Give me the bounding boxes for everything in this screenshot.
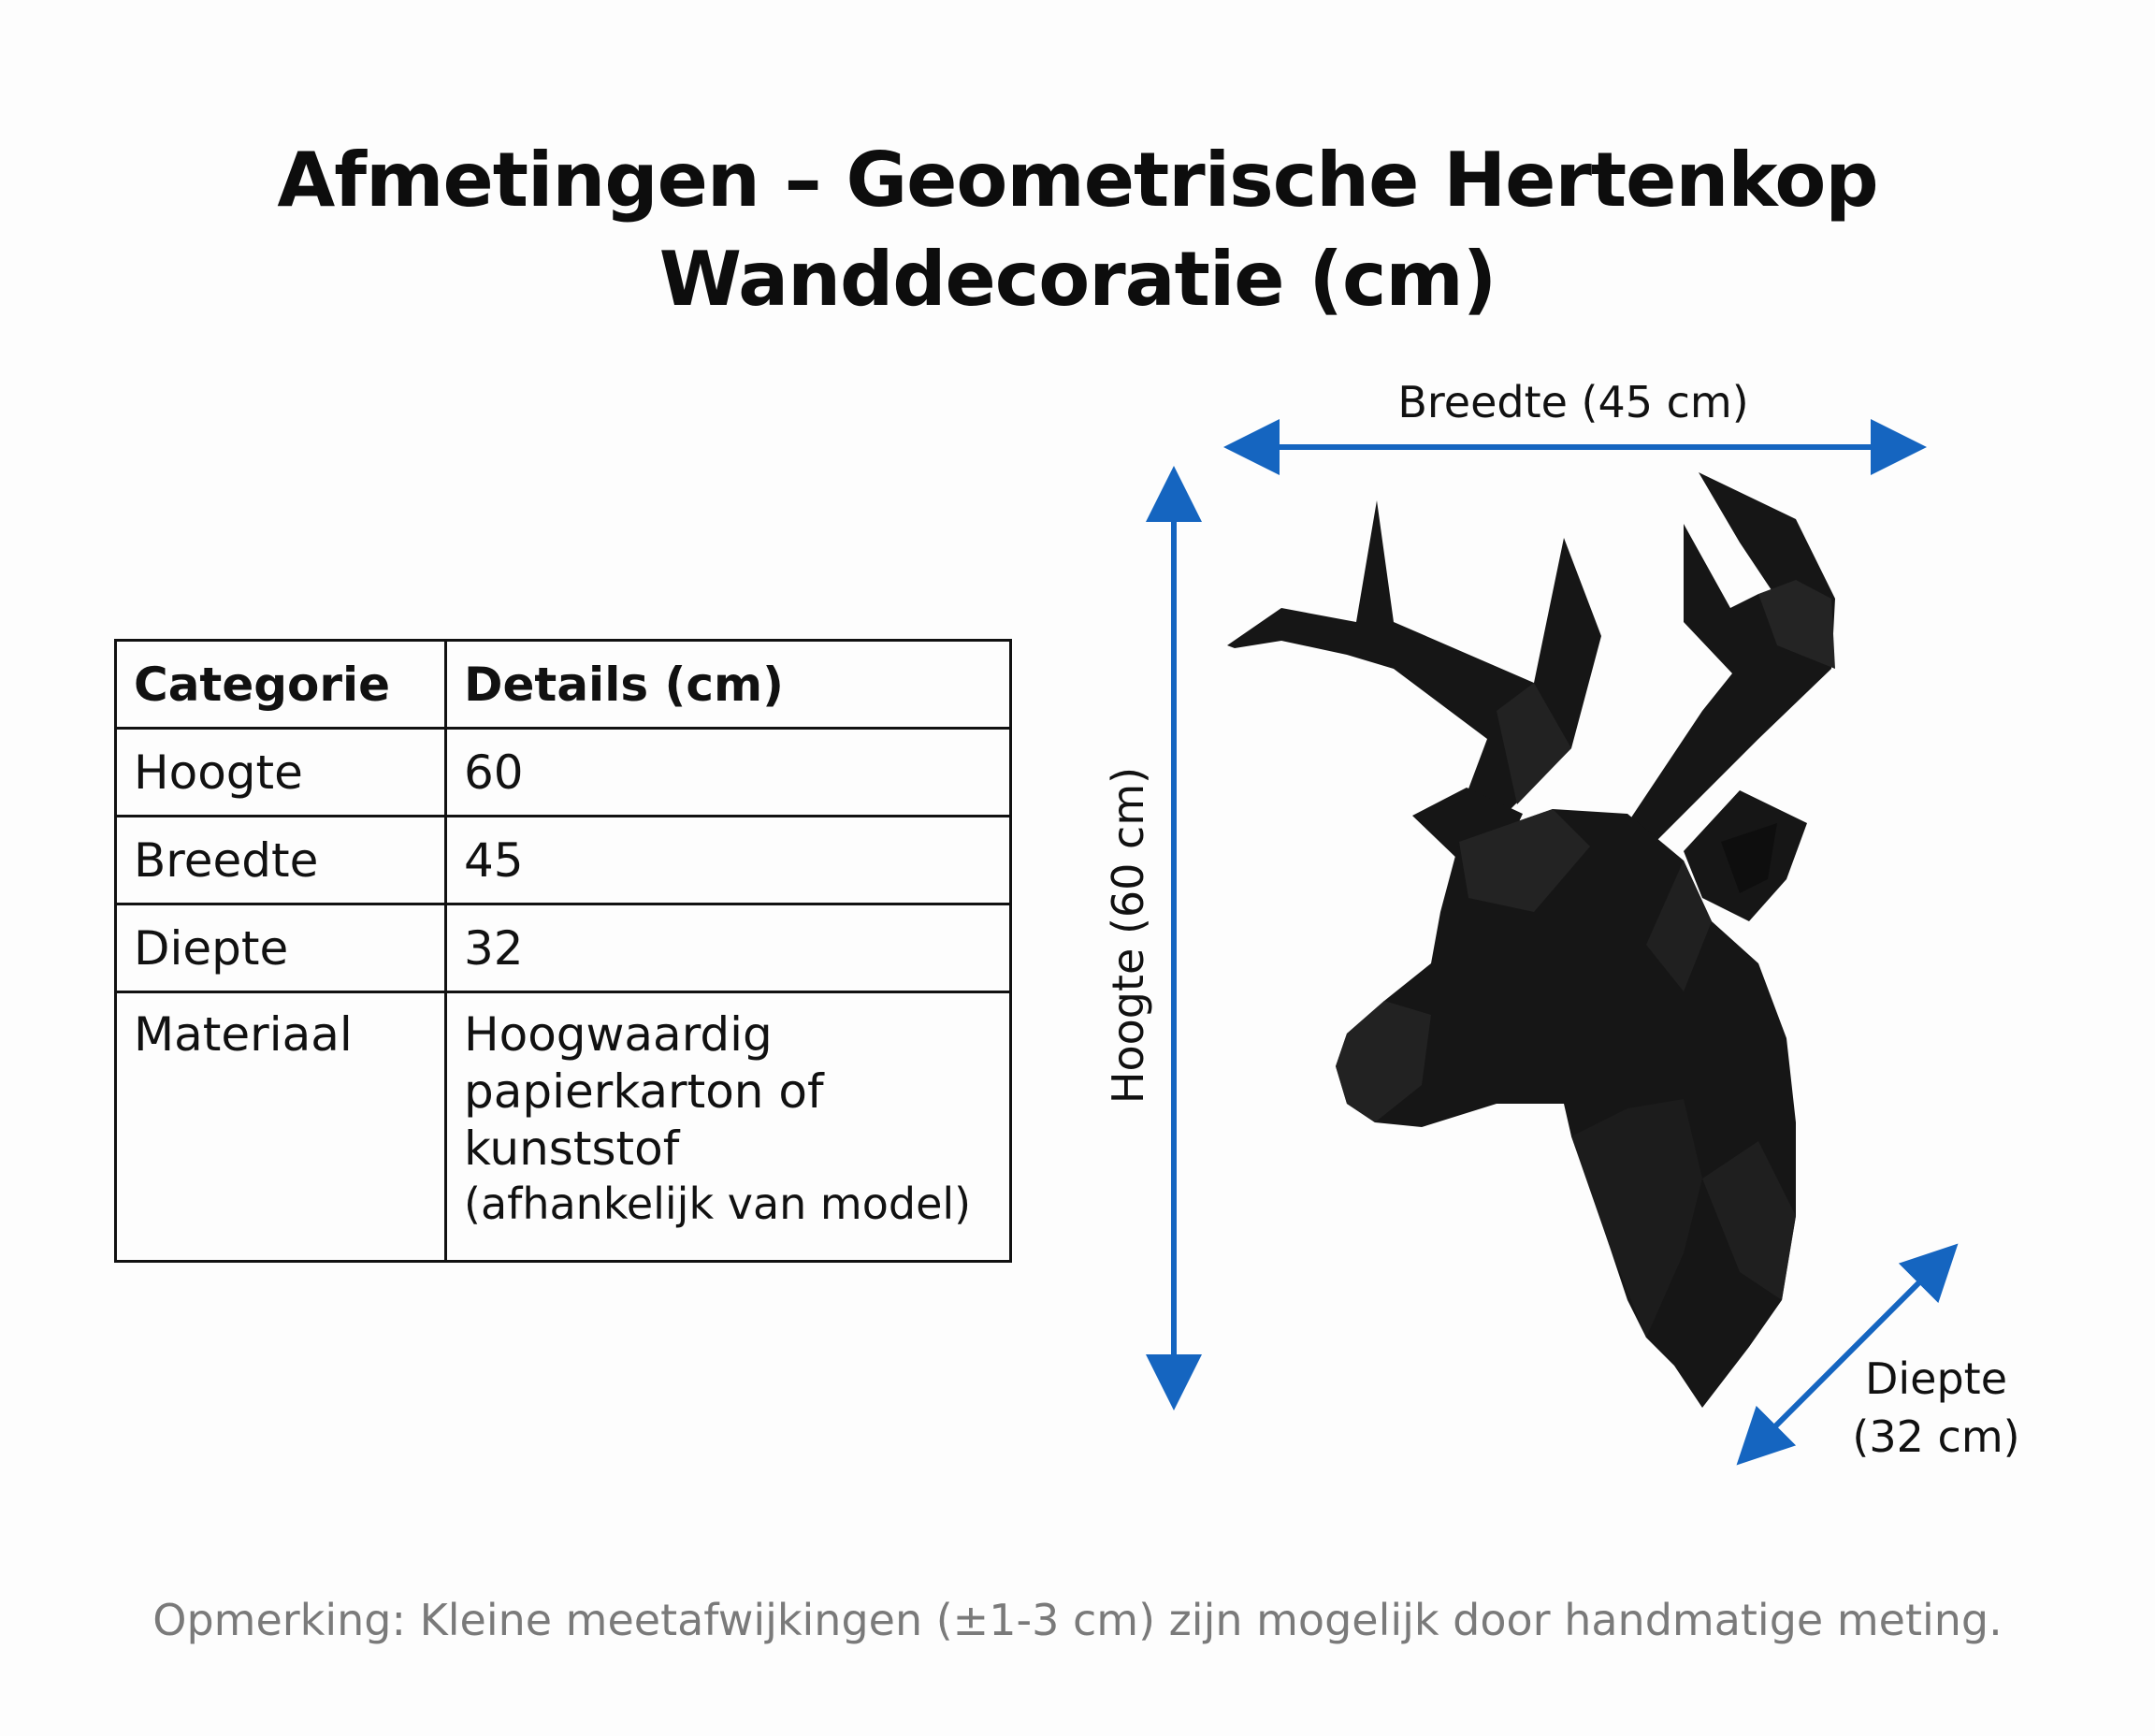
material-note: (afhankelijk van model) bbox=[464, 1179, 972, 1229]
header-details: Details (cm) bbox=[446, 641, 1011, 729]
row-depth-label: Diepte bbox=[116, 904, 446, 992]
row-width-label: Breedte bbox=[116, 817, 446, 904]
depth-label-line-2: (32 cm) bbox=[1852, 1411, 2020, 1462]
deer-head-icon bbox=[1227, 472, 1835, 1408]
row-height-label: Hoogte bbox=[116, 729, 446, 817]
material-line-2: papierkarton of bbox=[464, 1064, 824, 1119]
row-depth-value: 32 bbox=[446, 904, 1011, 992]
measurement-note: Opmerking: Kleine meetafwijkingen (±1-3 cm) zijn mogelijk door handmatige meting. bbox=[152, 1595, 2003, 1645]
title-line-1: Afmetingen – Geometrische Hertenkop bbox=[277, 137, 1878, 224]
row-material-label: Materiaal bbox=[116, 992, 446, 1262]
row-width-value: 45 bbox=[446, 817, 1011, 904]
header-category: Categorie bbox=[116, 641, 446, 729]
height-label: Hoogte (60 cm) bbox=[1103, 766, 1153, 1105]
material-line-1: Hoogwaardig bbox=[464, 1007, 773, 1062]
material-line-3: kunststof bbox=[464, 1121, 680, 1176]
width-label: Breedte (45 cm) bbox=[1397, 377, 1749, 427]
row-height-value: 60 bbox=[446, 729, 1011, 817]
depth-label-line-1: Diepte bbox=[1864, 1353, 2008, 1404]
title-line-2: Wanddecoratie (cm) bbox=[658, 236, 1497, 323]
